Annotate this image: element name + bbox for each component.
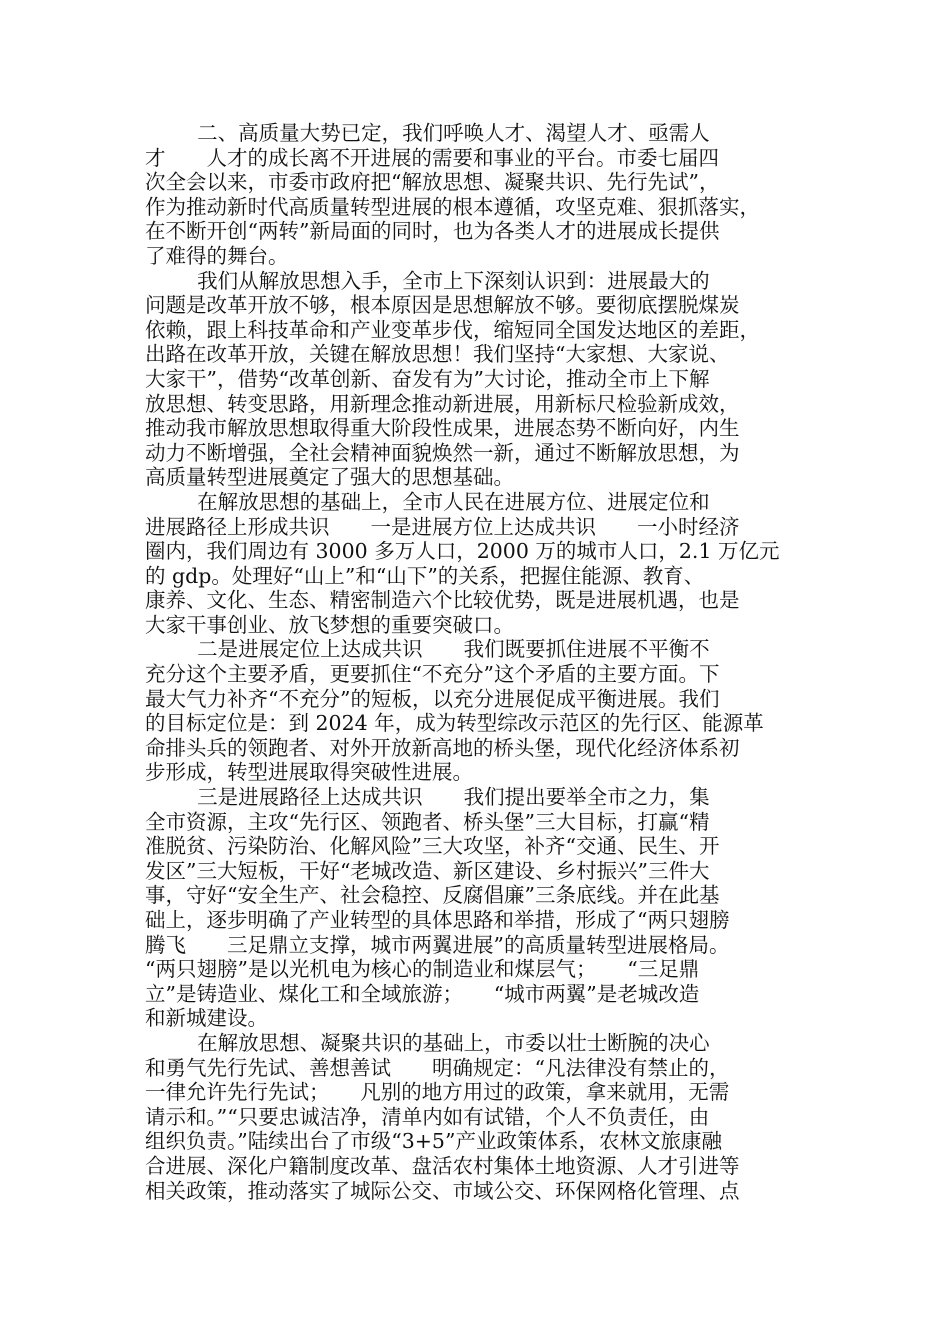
text-line: 事，守好“安全生产、社会稳控、反腐倡廉”三条底线。并在此基 [145, 883, 720, 908]
text-line: 出路在改革开放，关键在解放思想！我们坚持“大家想、大家说、 [145, 342, 730, 367]
text-line: 相关政策，推动落实了城际公交、市域公交、环保网格化管理、点 [145, 1178, 740, 1203]
text-line: “两只翅膀”是以光机电为核心的制造业和煤层气； “三足鼎 [145, 957, 700, 982]
text-line: 推动我市解放思想取得重大阶段性成果，进展态势不断向好，内生 [145, 416, 740, 441]
text-line: 二、高质量大势已定，我们呼唤人才、渴望人才、亟需人 [145, 121, 710, 145]
text-line: 大家干事创业、放飞梦想的重要突破口。 [145, 612, 514, 637]
document-body [145, 121, 805, 1203]
text-line: 我们从解放思想入手，全市上下深刻认识到：进展最大的 [145, 268, 710, 293]
text-line: 作为推动新时代高质量转型进展的根本遵循，攻坚克难、狠抓落实， [145, 194, 760, 219]
text-line: 一律允许先行先试； 凡别的地方用过的政策，拿来就用，无需 [145, 1080, 730, 1105]
text-line: 康养、文化、生态、精密制造六个比较优势，既是进展机遇，也是 [145, 588, 740, 613]
text-line: 的 gdp。处理好“山上”和“山下”的关系，把握住能源、教育、 [145, 563, 705, 588]
text-line: 的目标定位是：到 2024 年，成为转型综改示范区的先行区、能源革 [145, 711, 764, 736]
text-line: 圈内，我们周边有 3000 多万人口，2000 万的城市人口，2.1 万亿元 [145, 539, 780, 564]
text-line: 大家干”，借势“改革创新、奋发有为”大讨论，推动全市上下解 [145, 366, 710, 391]
text-line: 二是进展定位上达成共识 我们既要抓住进展不平衡不 [145, 637, 710, 662]
text-line: 高质量转型进展奠定了强大的思想基础。 [145, 465, 514, 490]
text-line: 放思想、转变思路，用新理念推动新进展，用新标尺检验新成效， [145, 391, 740, 416]
text-line: 进展路径上形成共识 一是进展方位上达成共识 一小时经济 [145, 514, 740, 539]
text-line: 才 人才的成长离不开进展的需要和事业的平台。市委七届四 [145, 145, 719, 170]
text-line: 三是进展路径上达成共识 我们提出要举全市之力，集 [145, 785, 710, 810]
text-line: 命排头兵的领跑者、对外开放新高地的桥头堡，现代化经济体系初 [145, 735, 740, 760]
text-line: 腾飞 三足鼎立支撑，城市两翼进展”的高质量转型进展格局。 [145, 932, 730, 957]
text-line: 了难得的舞台。 [145, 243, 289, 268]
text-line: 动力不断增强，全社会精神面貌焕然一新，通过不断解放思想，为 [145, 440, 740, 465]
text-line: 次全会以来，市委市政府把“解放思想、凝聚共识、先行先试”， [145, 170, 720, 195]
text-line: 在解放思想的基础上，全市人民在进展方位、进展定位和 [145, 489, 710, 514]
text-line: 请示和。”“只要忠诚洁净，清单内如有试错，个人不负责任，由 [145, 1104, 710, 1129]
text-line: 组织负责。”陆续出台了市级“3+5”产业政策体系，农林文旅康融 [145, 1129, 722, 1154]
text-line: 最大气力补齐“不充分”的短板，以充分进展促成平衡进展。我们 [145, 686, 720, 711]
text-line: 在解放思想、凝聚共识的基础上，市委以壮士断腕的决心 [145, 1030, 710, 1055]
text-line: 立”是铸造业、煤化工和全域旅游； “城市两翼”是老城改造 [145, 981, 700, 1006]
text-line: 发区”三大短板，干好“老城改造、新区建设、乡村振兴”三件大 [145, 858, 710, 883]
text-line: 问题是改革开放不够，根本原因是思想解放不够。要彻底摆脱煤炭 [145, 293, 740, 318]
text-line: 步形成，转型进展取得突破性进展。 [145, 760, 473, 785]
text-line: 依赖，跟上科技革命和产业变革步伐，缩短同全国发达地区的差距， [145, 317, 760, 342]
text-line: 充分这个主要矛盾，更要抓住“不充分”这个矛盾的主要方面。下 [145, 662, 720, 687]
text-line: 准脱贫、污染防治、化解风险”三大攻坚，补齐“交通、民生、开 [145, 834, 720, 859]
text-line: 和勇气先行先试、善想善试 明确规定：“凡法律没有禁止的， [145, 1055, 730, 1080]
text-line: 全市资源，主攻“先行区、领跑者、桥头堡”三大目标，打赢“精 [145, 809, 710, 834]
text-line: 础上，逐步明确了产业转型的具体思路和举措，形成了“两只翅膀 [145, 908, 730, 932]
text-line: 合进展、深化户籍制度改革、盘活农村集体土地资源、人才引进等 [145, 1153, 740, 1178]
text-line: 和新城建设。 [145, 1006, 268, 1031]
text-line: 在不断开创“两转”新局面的同时，也为各类人才的进展成长提供 [145, 219, 720, 244]
